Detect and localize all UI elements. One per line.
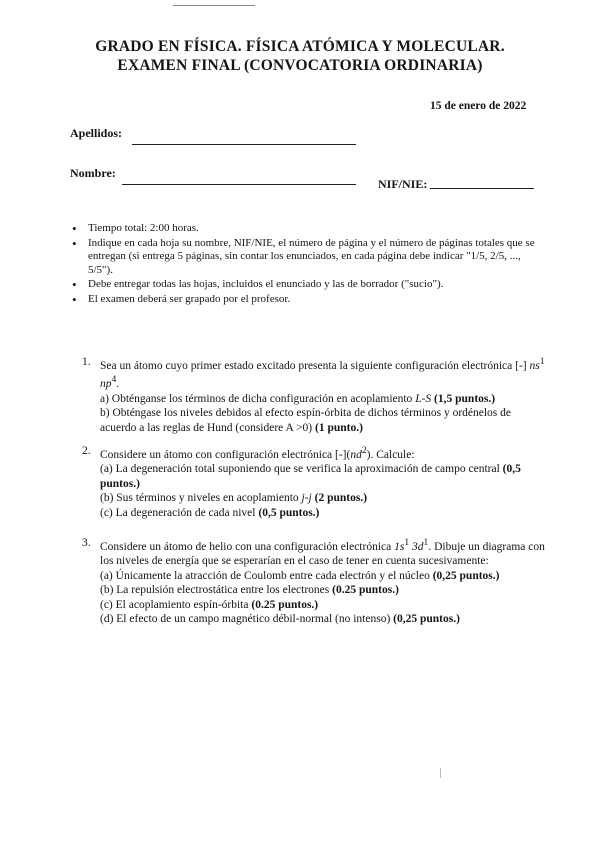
question-1a: a) Obténganse los términos de dicha configuración en acoplamiento L-S (1,5 puntos.) — [100, 392, 496, 405]
apellidos-label: Apellidos: — [70, 126, 123, 140]
instruction-item: • El examen deberá ser grapado por el profesor. — [70, 293, 540, 307]
question-2a: (a) La degeneración total suponiendo que se verifica la aproximación de campo central (0,5 puntos.) — [100, 463, 521, 490]
nif-field[interactable] — [430, 188, 534, 189]
question-3-number: 3. — [82, 537, 91, 549]
question-3c: (c) El acoplamiento espín-órbita (0.25 puntos.) — [100, 598, 319, 611]
instruction-item: • Debe entregar todas las hojas, incluidos el enunciado y las de borrador ("sucio"). — [70, 278, 540, 292]
instruction-item: • Indique en cada hoja su nombre, NIF/NIE, el número de página y el número de páginas totales que se entregan (si entrega 5 páginas, sin contar los enunciados, en cada página debe indicar "1/5, 2/5, ..., 5/5"). — [70, 237, 540, 278]
question-2b: (b) Sus términos y niveles en acoplamiento j-j (2 puntos.) — [100, 492, 368, 505]
question-2-intro: Considere un átomo con configuración electrónica $[-](nd^2)$. Calcule: — [100, 445, 415, 461]
question-2-number: 2. — [82, 445, 91, 457]
question-1 — [82, 355, 550, 435]
nombre-field[interactable] — [122, 184, 356, 185]
instructions-list — [70, 222, 540, 307]
question-3 — [82, 536, 550, 627]
instruction-item: • Tiempo total: 2:00 horas. — [70, 222, 540, 236]
question-3d: (d) El efecto de un campo magnético débil-normal (no intenso) (0,25 puntos.) — [100, 613, 460, 626]
top-scan-mark — [173, 5, 255, 6]
question-1b: b) Obténgase los niveles debidos al efecto espín-órbita de dichos términos y ordénelos de acuerdo a las reglas de Hund (considere A >0) (1 punto.) — [100, 407, 512, 434]
question-3a: (a) Únicamente la atracción de Coulomb entre cada electrón y el núcleo (0,25 puntos.) — [100, 569, 500, 582]
nombre-label: Nombre: — [70, 166, 116, 180]
nif-label: NIF/NIE: — [378, 177, 428, 191]
question-2 — [82, 444, 550, 520]
question-3b: (b) La repulsión electrostática entre los electrones (0.25 puntos.) — [100, 584, 399, 597]
question-3-intro: Considere un átomo de helio con una configuración electrónica $1s^1$ $3d^1$. Dibuje un diagrama con los niveles de energía que se esperarían en el caso de tener en cuenta sucesivamente: — [100, 537, 545, 568]
scan-mark — [440, 768, 441, 778]
exam-date: 15 de enero de 2022 — [430, 100, 527, 112]
question-1-intro: Sea un átomo cuyo primer estado excitado presenta la siguiente configuración electrónica [-] $ns^1$ $np^4$. — [100, 356, 545, 391]
question-2c: (c) La degeneración de cada nivel (0,5 puntos.) — [100, 506, 320, 519]
exam-title-line1: GRADO EN FÍSICA. FÍSICA ATÓMICA Y MOLECULAR. — [95, 38, 505, 55]
apellidos-field[interactable] — [132, 144, 356, 145]
exam-title-line2: EXAMEN FINAL (CONVOCATORIA ORDINARIA) — [117, 57, 483, 74]
question-1-number: 1. — [82, 356, 91, 368]
